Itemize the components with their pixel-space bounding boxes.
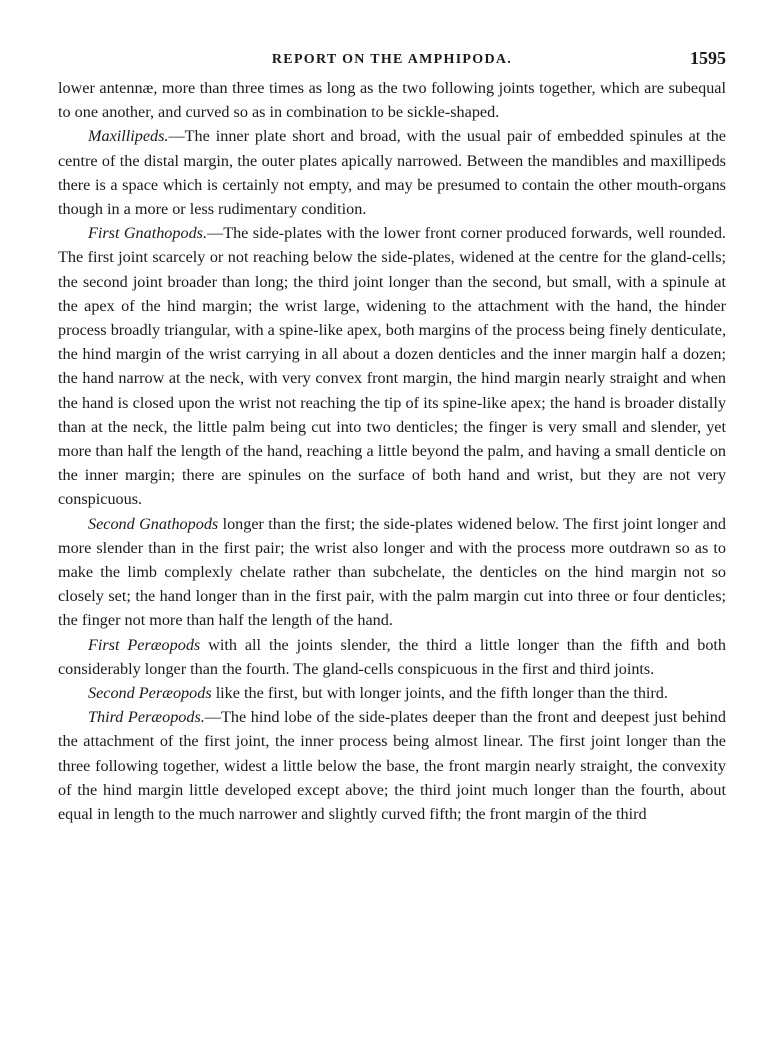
paragraph-second-gnathopods (58, 512, 726, 633)
paragraph-text: —The inner plate short and broad, with the usual pair of embedded spinules at the centre of the distal margin, the outer plates apically narrowed. Between the mandibles and maxillipeds there is a space which is certainly not empty, and may be presumed to contain the other mouth-organs though in a more or less rudimentary condition. (58, 127, 726, 219)
section-title-third-peraeopods: Third Peræopods. (88, 708, 205, 727)
paragraph-text: —The hind lobe of the side-plates deeper than the front and deepest just behind the attachment of the first joint, the inner process being almost linear. The first joint longer than the three following together, widest a little below the base, the front margin nearly straight, the convexity of the hind margin little developed except above; the third joint much longer than the fourth, about equal in length to the much narrower and slightly curved fifth; the front margin of the third (58, 708, 726, 824)
section-title-first-gnathopods: First Gnathopods. (88, 224, 208, 243)
body-text (58, 76, 726, 826)
paragraph-continuation (58, 76, 726, 124)
running-title: REPORT ON THE AMPHIPODA. (271, 52, 513, 67)
section-title-second-peraeopods: Second Peræopods (88, 684, 212, 703)
page-number: 1595 (690, 48, 726, 68)
section-title-first-peraeopods: First Peræopods (88, 635, 201, 654)
paragraph-third-peraeopods (58, 705, 726, 826)
section-title-second-gnathopods: Second Gnathopods (88, 514, 219, 533)
paragraph-first-peraeopods (58, 633, 726, 681)
paragraph-text: like the first, but with longer joints, and the fifth longer than the third. (211, 684, 668, 703)
page-header (58, 0, 726, 76)
section-title-maxillipeds: Maxillipeds. (88, 127, 169, 146)
paragraph-second-peraeopods (58, 681, 726, 705)
paragraph-maxillipeds (58, 124, 726, 221)
paragraph-text: longer than the first; the side-plates widened below. The first joint longer and more slender than in the first pair; the wrist also longer and with the process more outdrawn so as to make the limb complexly chelate rather than subchelate, the denticles on the hind margin not so closely set; the hand longer than in the first pair, with the palm margin cut into three or four denticles; the finger not more than half the length of the hand. (58, 514, 726, 630)
paragraph-first-gnathopods (58, 221, 726, 511)
paragraph-text: —The side-plates with the lower front corner produced forwards, well rounded. The first joint scarcely or not reaching below the side-plates, widened at the centre for the gland-cells; the second joint broader than long; the third joint longer than the second, but small, with a spinule at the apex of the hind margin; the wrist large, widening to the attachment with the hand, the hinder process broadly triangular, with a spine-like apex, both margins of the process being finely denticulate, the hind margin of the wrist carrying in all about a dozen denticles and the inner margin half a dozen; the hand narrow at the neck, with very convex front margin, the hind margin nearly straight and when the hand is closed upon the wrist not reaching the tip of its spine-like apex; the hand is broader distally than at the neck, the little palm being cut into two denticles; the finger is very small and slender, yet more than half the length of the hand, reaching a little beyond the palm, and having a small denticle on the inner margin; there are spinules on the surface of both hand and wrist, but they are not very conspicuous. (58, 224, 726, 509)
paragraph-text: with all the joints slender, the third a little longer than the fifth and both considerably longer than the fourth. The gland-cells conspicuous in the first and third joints. (58, 635, 726, 678)
paragraph-text: lower antennæ, more than three times as long as the two following joints together, which are subequal to one another, and curved so as in combination to be sickle-shaped. (58, 79, 726, 122)
